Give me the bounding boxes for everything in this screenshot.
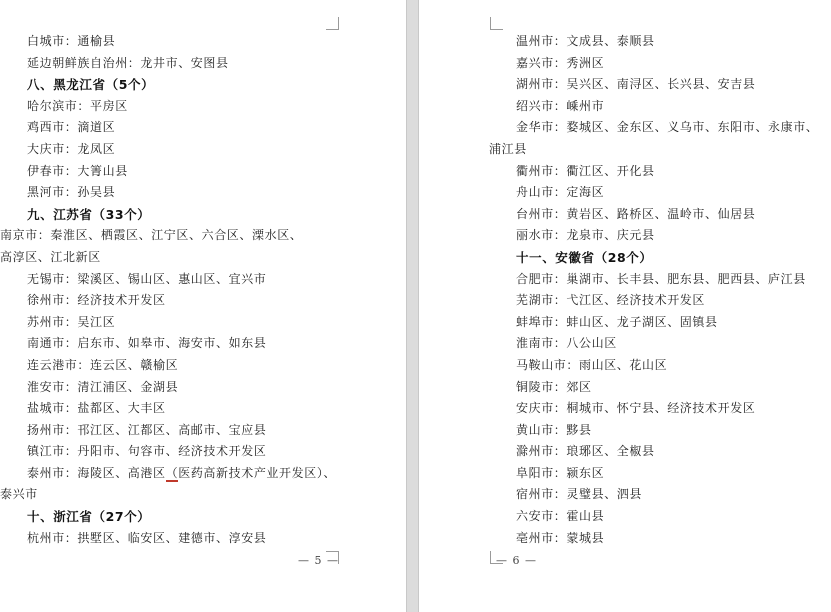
text-line[interactable]: 南通市：启东市、如皋市、海安市、如东县 [27, 336, 267, 351]
page-body [0, 31, 340, 549]
section-heading[interactable]: 十一、安徽省（28个） [516, 249, 653, 265]
page-body [489, 31, 827, 549]
text-line[interactable]: 苏州市：吴江区 [27, 314, 116, 329]
text-segment: 泰州市：海陵区、高港区 [27, 465, 166, 480]
text-line[interactable]: 鸡西市：滴道区 [27, 120, 116, 135]
text-line[interactable]: 六安市：霍山县 [516, 509, 605, 524]
text-segment: 医药高新技术产业开发区）、 [178, 465, 337, 480]
text-line[interactable]: 滁州市：琅琊区、全椒县 [516, 444, 655, 459]
text-line[interactable]: 大庆市：龙凤区 [27, 141, 116, 156]
text-line[interactable]: 南京市：秦淮区、栖霞区、江宁区、六合区、溧水区、 [0, 228, 303, 243]
text-line[interactable]: 衢州市：衢江区、开化县 [516, 163, 655, 178]
text-line[interactable]: 丽水市：龙泉市、庆元县 [516, 228, 655, 243]
text-line[interactable]: 连云港市：连云区、赣榆区 [27, 357, 179, 372]
text-line[interactable]: 安庆市：桐城市、怀宁县、经济技术开发区 [516, 401, 756, 416]
text-line[interactable]: 徐州市：经济技术开发区 [27, 293, 166, 308]
text-line[interactable]: 淮南市：八公山区 [516, 336, 617, 351]
text-line[interactable] [0, 463, 340, 485]
text-line[interactable]: 哈尔滨市：平房区 [27, 98, 128, 113]
crop-mark [326, 17, 339, 30]
text-line[interactable]: 湖州市：吴兴区、南浔区、长兴县、安吉县 [516, 77, 756, 92]
text-line[interactable]: 绍兴市：嵊州市 [516, 98, 605, 113]
crop-mark [490, 17, 503, 30]
text-line[interactable]: 杭州市：拱墅区、临安区、建德市、淳安县 [27, 530, 267, 545]
text-line[interactable]: 泰兴市 [0, 487, 38, 502]
text-line[interactable]: 亳州市：蒙城县 [516, 530, 605, 545]
text-line[interactable]: 蚌埠市：蚌山区、龙子湖区、固镇县 [516, 314, 718, 329]
text-line[interactable]: 阜阳市：颍东区 [516, 465, 605, 480]
text-line[interactable]: 宿州市：灵璧县、泗县 [516, 487, 643, 502]
text-line[interactable]: 浦江县 [489, 141, 527, 156]
text-line[interactable]: 高淳区、江北新区 [0, 249, 101, 264]
text-line[interactable]: 伊春市：大箐山县 [27, 163, 128, 178]
text-line[interactable]: 芜湖市：弋江区、经济技术开发区 [516, 293, 706, 308]
text-line[interactable]: 金华市：婺城区、金东区、义乌市、东阳市、永康市、 [516, 120, 819, 135]
text-line[interactable]: 黑河市：孙吴县 [27, 185, 116, 200]
text-line[interactable]: 无锡市：梁溪区、锡山区、惠山区、宜兴市 [27, 271, 267, 286]
text-line[interactable]: 扬州市：邗江区、江都区、高邮市、宝应县 [27, 422, 267, 437]
text-line[interactable]: 合肥市：巢湖市、长丰县、肥东县、肥西县、庐江县 [516, 271, 806, 286]
text-line[interactable]: 白城市：通榆县 [27, 34, 116, 48]
page-number: — 6 — [496, 554, 537, 567]
document-page[interactable] [0, 0, 406, 612]
text-line[interactable]: 马鞍山市：雨山区、花山区 [516, 357, 668, 372]
page-separator [406, 0, 419, 612]
section-heading[interactable]: 八、黑龙江省（5个） [27, 77, 155, 93]
text-line[interactable]: 黄山市：黟县 [516, 422, 592, 437]
section-heading[interactable]: 九、江苏省（33个） [27, 206, 151, 222]
page-number: — 5 — [298, 554, 339, 567]
section-heading[interactable]: 十、浙江省（27个） [27, 509, 151, 525]
text-line[interactable]: 舟山市：定海区 [516, 185, 605, 200]
document-page[interactable] [419, 0, 831, 612]
text-line[interactable]: 镇江市：丹阳市、句容市、经济技术开发区 [27, 444, 267, 459]
spellcheck-mark: （ [165, 465, 179, 480]
text-line[interactable]: 台州市：黄岩区、路桥区、温岭市、仙居县 [516, 206, 756, 221]
text-line[interactable]: 铜陵市：郊区 [516, 379, 592, 394]
text-line[interactable]: 淮安市：清江浦区、金湖县 [27, 379, 179, 394]
text-line[interactable]: 盐城市：盐都区、大丰区 [27, 401, 166, 416]
text-line[interactable]: 延边朝鲜族自治州：龙井市、安图县 [27, 55, 229, 70]
text-line[interactable]: 嘉兴市：秀洲区 [516, 55, 605, 70]
text-line[interactable]: 温州市：文成县、泰顺县 [516, 34, 655, 48]
